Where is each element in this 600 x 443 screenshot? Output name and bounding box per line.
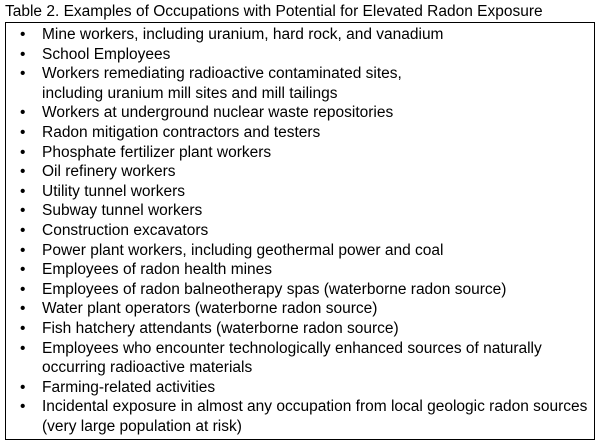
list-item: [6, 299, 594, 319]
list-item-text: including uranium mill sites and mill tailings: [42, 84, 338, 102]
bullet-icon: •: [20, 280, 26, 298]
list-item: [6, 339, 594, 378]
bullet-icon: •: [20, 26, 26, 43]
occupation-list: [6, 23, 594, 436]
table-caption: Table 2. Examples of Occupations with Potential for Elevated Radon Exposure: [5, 3, 543, 20]
list-item-text: Fish hatchery attendants (waterborne radon source): [42, 319, 399, 337]
bullet-icon: •: [20, 378, 26, 396]
list-item-text: Phosphate fertilizer plant workers: [42, 143, 272, 161]
list-item: [6, 182, 594, 202]
bullet-icon: •: [20, 221, 26, 239]
list-item-text: Construction excavators: [42, 221, 209, 239]
list-item: [6, 123, 594, 143]
bullet-icon: •: [20, 398, 26, 416]
list-item-text: Radon mitigation contractors and testers: [42, 123, 321, 141]
list-item: [6, 280, 594, 300]
list-item: [6, 397, 594, 436]
list-item: [6, 319, 594, 339]
bullet-icon: •: [20, 143, 26, 161]
list-item-text: Employees of radon balneotherapy spas (waterborne radon source): [42, 280, 507, 298]
bullet-icon: •: [20, 163, 26, 181]
occupations-table: [5, 22, 595, 440]
bullet-icon: •: [20, 202, 26, 220]
list-item: [6, 64, 594, 103]
bullet-icon: •: [20, 339, 26, 357]
list-item-text: Workers remediating radioactive contaminated sites,: [42, 65, 402, 83]
bullet-icon: •: [20, 104, 26, 122]
list-item-text: School Employees: [42, 45, 171, 63]
list-item: [6, 241, 594, 261]
list-item-text: Workers at underground nuclear waste repositories: [42, 104, 394, 122]
list-item-text: Incidental exposure in almost any occupation from local geologic radon sources: [42, 398, 588, 416]
list-item: [6, 25, 594, 45]
list-item: [6, 103, 594, 123]
list-item: [6, 143, 594, 163]
bullet-icon: •: [20, 319, 26, 337]
list-item-text: Employees of radon health mines: [42, 261, 273, 279]
list-item-text: Employees who encounter technologically enhanced sources of naturally: [42, 339, 542, 357]
bullet-icon: •: [20, 123, 26, 141]
bullet-icon: •: [20, 65, 26, 83]
list-item: [6, 260, 594, 280]
bullet-icon: •: [20, 45, 26, 63]
list-item-text: (very large population at risk): [42, 417, 242, 435]
bullet-icon: •: [20, 261, 26, 279]
list-item: [6, 221, 594, 241]
list-item: [6, 201, 594, 221]
bullet-icon: •: [20, 241, 26, 259]
list-item-text: Mine workers, including uranium, hard rock, and vanadium: [42, 26, 444, 43]
list-item: [6, 162, 594, 182]
list-item-text: Power plant workers, including geothermal power and coal: [42, 241, 444, 259]
list-item: [6, 378, 594, 398]
list-item-text: Subway tunnel workers: [42, 202, 203, 220]
list-item-text: Farming-related activities: [42, 378, 216, 396]
bullet-icon: •: [20, 182, 26, 200]
list-item-text: occurring radioactive materials: [42, 359, 253, 377]
list-item: [6, 45, 594, 65]
list-item-text: Oil refinery workers: [42, 163, 176, 181]
list-item-text: Water plant operators (waterborne radon source): [42, 300, 378, 318]
list-item-text: Utility tunnel workers: [42, 182, 185, 200]
bullet-icon: •: [20, 300, 26, 318]
